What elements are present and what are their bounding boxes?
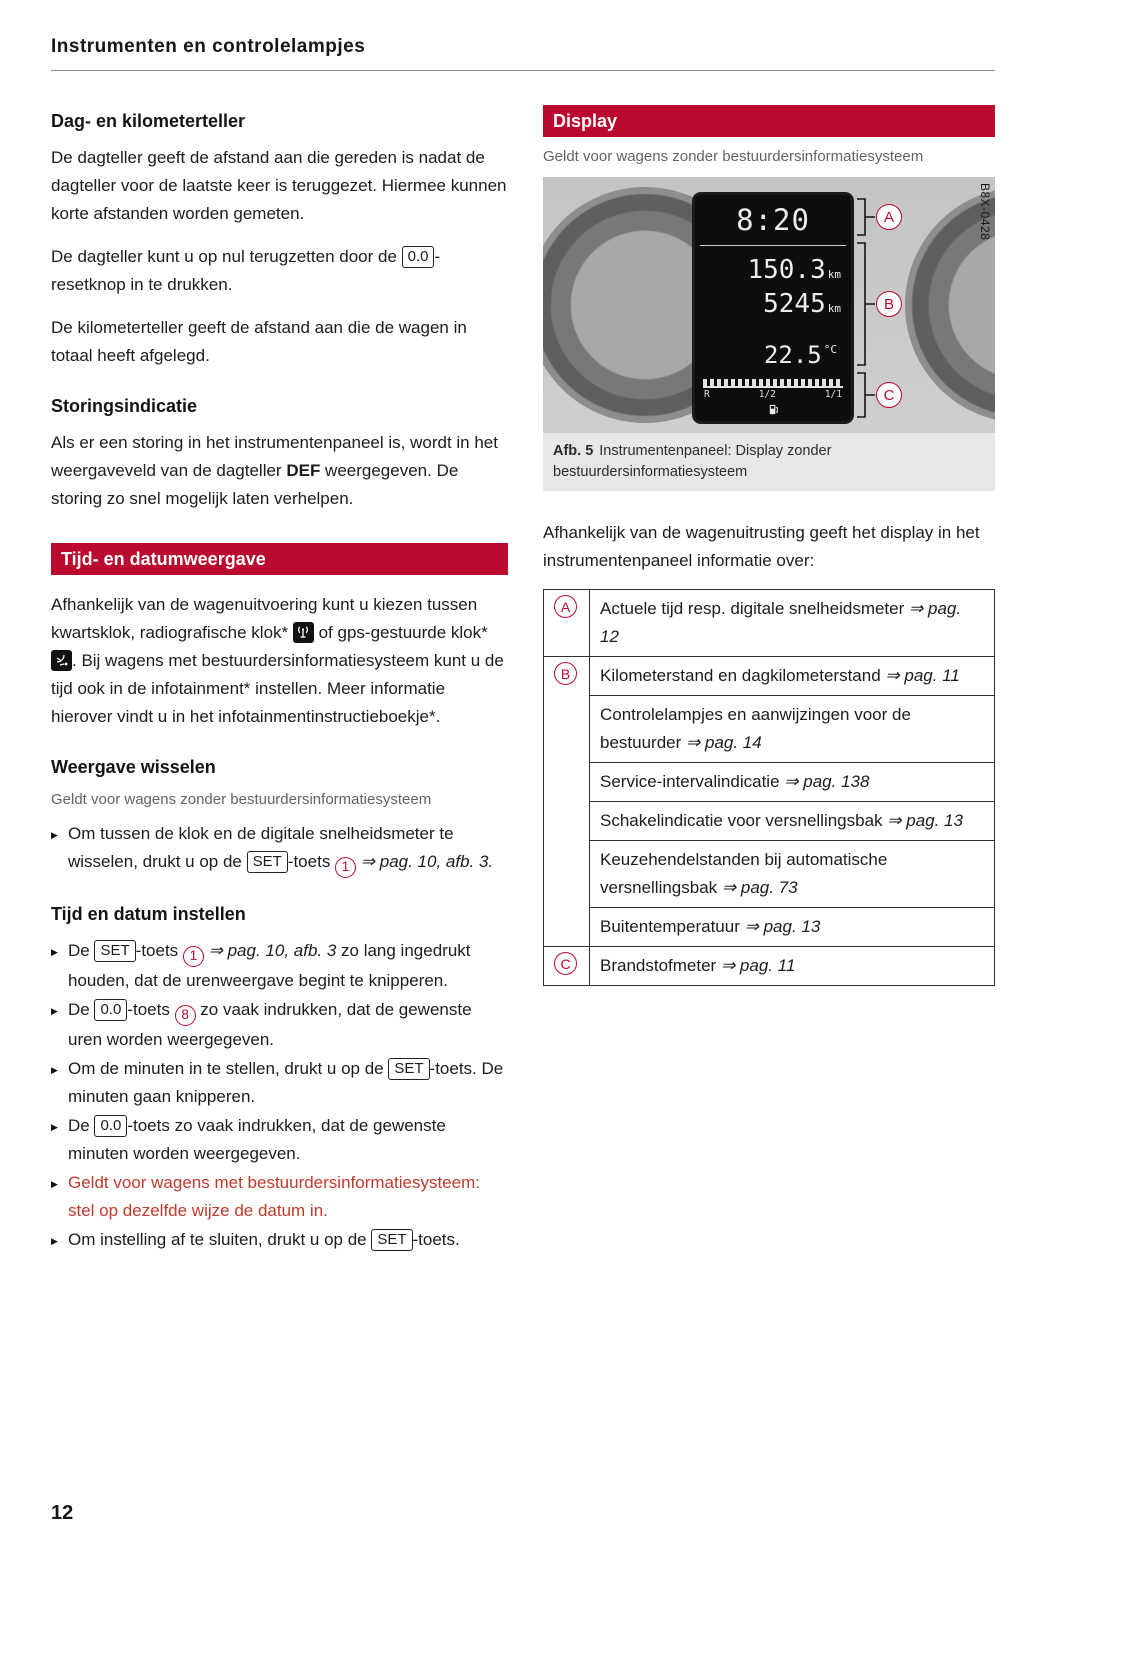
bullet-text: -toets [127,1000,175,1019]
row-text: Actuele tijd resp. digitale snelheidsmeter [600,599,905,618]
bullet-text: -toets. De minuten gaan knipperen. [68,1059,504,1106]
set-key-label: SET [94,940,135,962]
set-key-label: SET [247,851,288,873]
paragraph-text: Afhankelijk van de wagenuitvoering kunt u kiezen tussen kwartsklok, radiografische klok* [51,595,478,642]
section-heading-tijd-datum-instellen: Tijd en datum instellen [51,904,246,924]
figure-callout-c: C [876,382,902,408]
table-callout-b: B [554,662,577,685]
callout-brackets [543,177,995,433]
page-reference: ⇒ pag. 13 [744,917,821,936]
row-label-cell [544,590,590,657]
paragraph-text: -resetknop in te drukken. [51,247,441,294]
paragraph-text: Als er een storing in het instrumentenpaneel is, wordt in het weergaveveld van de dagteller [51,433,498,480]
paragraph-text: weergegeven. De storing zo snel mogelijk laten verhelpen. [51,461,459,508]
lcd-odo-value: 5245 [763,289,826,319]
page-number: 12 [51,1502,74,1524]
row-text-cell [590,657,995,696]
lcd-temp-unit: °C [823,343,837,356]
row-text-cell [590,590,995,657]
bullet-text: -toets zo vaak indrukken, dat de gewenste minuten worden weergegeven. [68,1116,446,1163]
bullet-list [51,820,508,878]
figure-callout-a: A [876,204,902,230]
bullet-text: De [68,941,95,960]
fuel-scale-half: 1/2 [758,389,776,400]
bullet-text: De [68,1116,95,1135]
callout-number: 8 [175,1005,196,1026]
bullet-text: Om instelling af te sluiten, drukt u op de [68,1230,372,1249]
bullet-text: -toets [135,941,183,960]
fuel-scale-reserve: R [704,389,710,400]
lcd-temp-value: 22.5 [763,341,822,369]
section-banner-tijd-datumweergave: Tijd- en datumweergave [51,543,508,575]
row-text: Service-intervalindicatie [600,772,780,791]
row-text: Buitentemperatuur [600,917,740,936]
paragraph-text: . Bij wagens met bestuurdersinformatiesysteem kunt u de tijd ook in de infotainment* instellen. Meer informatie hierover vindt u in het infotainmentinstructieboekje*. [51,651,504,726]
row-text: Schakelindicatie voor versnellingsbak [600,811,883,830]
row-label-cell [544,657,590,947]
def-indicator-text: DEF [286,461,321,480]
applicability-note: Geldt voor wagens zonder bestuurdersinformatiesysteem [543,148,924,165]
figure-callout-b: B [876,291,902,317]
bullet-text: zo lang ingedrukt houden, dat de urenweergave begint te knipperen. [68,941,471,990]
lcd-trip-unit: km [827,268,841,281]
radio-clock-icon [293,622,314,643]
fuel-scale-full: 1/1 [824,389,842,400]
page-reference: ⇒ pag. 73 [721,878,798,897]
row-text-cell [590,841,995,908]
table-row [544,947,995,986]
table-callout-a: A [554,595,577,618]
paragraph [51,243,508,299]
page-reference: ⇒ pag. 11 [720,956,796,975]
section-heading-storingsindicatie: Storingsindicatie [51,396,198,416]
row-text-cell [590,802,995,841]
bullet-text: -toets. [412,1230,460,1249]
list-item [51,937,508,995]
page-reference: ⇒ pag. 12 [600,599,962,646]
row-text: Kilometerstand en dagkilometerstand [600,666,881,685]
page-reference: ⇒ pag. 10, afb. 3. [356,852,494,871]
set-key-label: SET [371,1229,412,1251]
callout-number: 1 [183,946,204,967]
display-info-table [543,589,995,986]
table-row [544,763,995,802]
paragraph [51,591,508,731]
set-key-label: SET [388,1058,429,1080]
table-row [544,841,995,908]
section-banner-display: Display [543,105,995,137]
gps-clock-icon [51,650,72,671]
header-rule [51,70,995,71]
page-reference: ⇒ pag. 14 [686,733,762,752]
lcd-time: 8:20 [736,203,810,237]
reset-key-label: 0.0 [94,999,127,1021]
lcd-odo-unit: km [827,302,841,315]
bullet-text: Om de minuten in te stellen, drukt u op de [68,1059,389,1078]
page-title: Instrumenten en controlelampjes [51,36,366,57]
section-heading-weergave-wisselen: Weergave wisselen [51,757,216,777]
paragraph: De kilometerteller geeft de afstand aan die de wagen in totaal heeft afgelegd. [51,318,467,365]
row-text: Brandstofmeter [600,956,717,975]
paragraph: Afhankelijk van de wagenuitrusting geeft het display in het instrumentenpaneel informatie over: [543,523,980,570]
row-text: Keuzehendelstanden bij automatische versnellingsbak [600,850,888,897]
table-row [544,696,995,763]
list-item [51,996,508,1054]
page-reference: ⇒ pag. 138 [784,772,870,791]
list-item [51,1055,508,1111]
paragraph-text: of gps-gestuurde klok* [313,623,488,642]
list-item [51,820,508,878]
bullet-text: -toets [287,852,336,871]
bullet-text: Om tussen de klok en de digitale snelheidsmeter te wisselen, drukt u op de [68,824,454,871]
bullet-list [51,937,508,1254]
applicability-note: Geldt voor wagens zonder bestuurdersinformatiesysteem [51,791,432,808]
list-item [51,1169,508,1225]
table-row [544,590,995,657]
reset-key-label: 0.0 [402,246,435,268]
bullet-text: zo vaak indrukken, dat de gewenste uren worden weergegeven. [68,1000,472,1049]
paragraph: De dagteller geeft de afstand aan die gereden is nadat de dagteller voor de laatste keer is teruggezet. Hiermee kunnen korte afstanden worden gemeten. [51,148,507,223]
row-text-cell [590,696,995,763]
figure-reference-code: B8X-0428 [978,183,992,241]
row-text-cell [590,763,995,802]
figure-caption-label: Afb. 5 [553,443,594,459]
table-row [544,802,995,841]
row-text: Controlelampjes en aanwijzingen voor de bestuurder [600,705,911,752]
page-reference: ⇒ pag. 11 [885,666,960,685]
row-label-cell [544,947,590,986]
paragraph [51,429,508,513]
callout-number: 1 [335,857,356,878]
page-reference: ⇒ pag. 13 [887,811,963,830]
table-callout-c: C [554,952,577,975]
list-item [51,1226,508,1254]
table-row [544,908,995,947]
page-reference: ⇒ pag. 10, afb. 3 [203,941,337,960]
section-heading-dagteller: Dag- en kilometerteller [51,111,246,131]
paragraph-text: De dagteller kunt u op nul terugzetten door de [51,247,402,266]
table-row [544,657,995,696]
bullet-text: De [68,1000,95,1019]
bullet-text-highlighted: Geldt voor wagens met bestuurdersinformatiesysteem: stel op dezelfde wijze de datum in. [68,1173,480,1220]
lcd-trip-value: 150.3 [747,255,826,285]
left-column [51,105,508,1268]
figure-instrument-panel [543,177,995,433]
list-item [51,1112,508,1168]
right-column [543,105,995,1268]
figure-caption-text: Instrumentenpaneel: Display zonder bestuurdersinformatiesysteem [553,443,832,480]
row-text-cell [590,947,995,986]
row-text-cell [590,908,995,947]
figure-caption [543,433,995,491]
reset-key-label: 0.0 [94,1115,127,1137]
